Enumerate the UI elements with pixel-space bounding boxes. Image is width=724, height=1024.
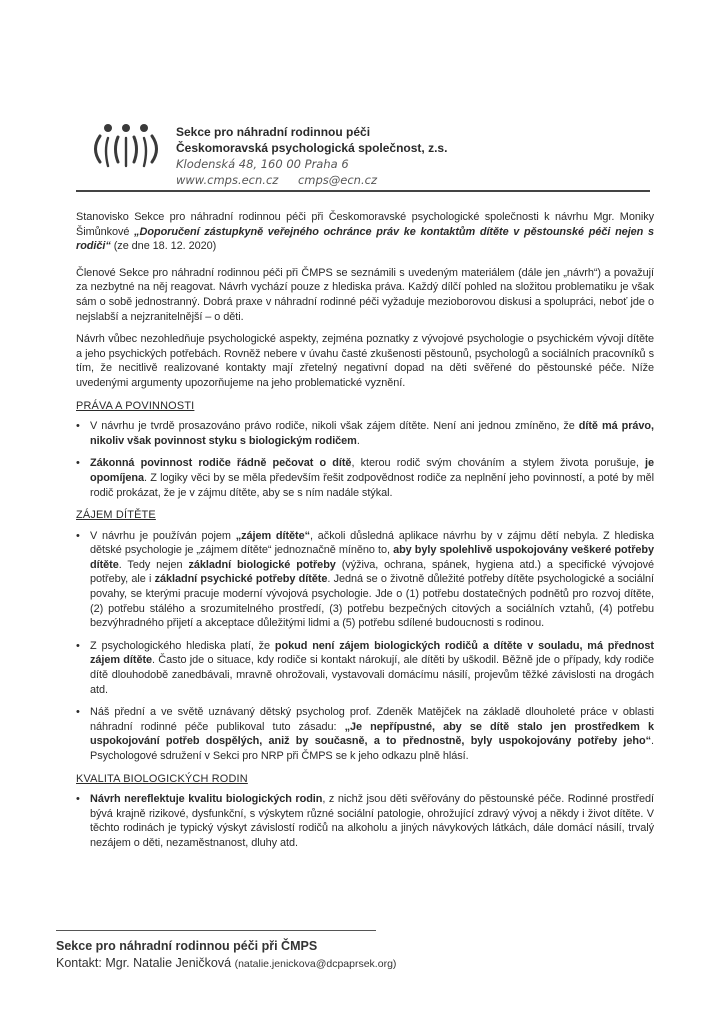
- org-address: Klodenská 48, 160 00 Praha 6: [176, 157, 349, 171]
- text: . Psychologové sdružení v Sekci pro NRP při ČMPS se k jeho odkazu plně hlásí.: [90, 735, 654, 762]
- statement-title: [76, 210, 654, 254]
- footer-divider: [56, 930, 376, 931]
- quote: „Je nepřípustné, aby se dítě stalo jen prostředkem k uspokojování potřeb dospělých, aniž by současně, a to přednostně, byly uspokojovány potřeby jeho“: [90, 720, 654, 748]
- footer-contact: [56, 955, 396, 973]
- text: , kterou rodič svým chováním a stylem života porušuje,: [351, 457, 646, 470]
- bullet-item: [76, 792, 654, 850]
- section-heading-quality: KVALITA BIOLOGICKÝCH RODIN: [76, 772, 248, 785]
- document-body: [76, 210, 654, 859]
- bullet-item: [76, 639, 654, 697]
- text: V návrhu je používán pojem: [90, 529, 236, 542]
- footer: [56, 938, 396, 973]
- paragraph: Návrh vůbec nezohledňuje psychologické aspekty, zejména poznatky z vývojové psychologie o psychickém vývoji dítěte a jeho psychických potřebách. Rovněž nebere v úvahu časté zkušenosti pěstounů, psychologů a sociálních pracovníků s tím, že necitlivě realizované kontakty mají zřetelný negativní dopad na děti svěřené do pěstounské péče. Níže uvedenými argumenty upozorňujeme na jeho problematické vyznění.: [76, 333, 654, 389]
- emphasis: „zájem dítěte“: [235, 529, 311, 542]
- text: . Tedy nejen: [118, 558, 189, 571]
- text: .: [356, 434, 360, 447]
- text: . Často jde o situace, kdy rodiče si kontakt nárokují, ale dítěti by uškodil. Běžně jde o případy, kdy rodiče dítě dlouhodobě zanedbávali, mravně ohrožovali, vystavovali domácímu násilí, projevům těžké závislosti na drogách atd.: [90, 654, 654, 696]
- text: , ačkoli důsledná aplikace návrhu by v zájmu dětí nebyla. Z hlediska dětské psychologie je „zájmem dítěte“ jednoznačně míněno to,: [90, 529, 655, 557]
- title-date: (ze dne 18. 12. 2020): [110, 240, 217, 253]
- contact-name: Kontakt: Mgr. Natalie Jeničková: [56, 956, 232, 970]
- emphasis: Zákonná povinnost rodiče řádně pečovat o dítě: [90, 457, 352, 470]
- org-parent: Českomoravská psychologická společnost, z.s.: [176, 141, 448, 155]
- bullet-item: [76, 529, 654, 631]
- text: . Z logiky věci by se měla především řešit zodpovědnost rodiče za neplnění jeho povinností, a poté by měl rodič prokázat, že je v zájmu dítěte, aby se s ním nadále stýkal.: [90, 471, 654, 499]
- text: Z psychologického hlediska platí, že: [90, 639, 275, 652]
- text: (výživa, ochrana, spánek, hygiena atd.) a specifické vývojové potřeby, ale i: [90, 558, 655, 586]
- three-faces-logo: [88, 122, 164, 172]
- emphasis: dítě má právo, nikoliv však povinnost styku s biologickým rodičem: [90, 420, 654, 447]
- emphasis: Návrh nereflektuje kvalitu biologických rodin: [90, 793, 323, 806]
- emphasis: pokud není zájem biologických rodičů a dítěte v souladu, má přednost zájem dítěte: [90, 639, 654, 667]
- text: V návrhu je tvrdě prosazováno právo rodiče, nikoli však zájem dítěte. Není ani jednou zmíněno, že: [90, 420, 579, 433]
- bullet-item: [76, 705, 654, 763]
- bullet-item: [76, 419, 654, 448]
- letterhead: [176, 124, 447, 188]
- emphasis: aby byly spolehlivě uspokojovány veškeré potřeby dítěte: [90, 544, 654, 571]
- emphasis: základní psychické potřeby dítěte: [154, 573, 328, 586]
- section-heading-interest: ZÁJEM DÍTĚTE: [76, 509, 156, 522]
- text: . Jedná se o životně důležité potřeby dítěte psychologické a sociální povahy, se kterými pracuje moderní vývojová psychologie. Jde o (1) potřebu dostatečných podnětů pro rozvoj dítěte, (2) potřebu stálého a srozumitelného prostředí, (3) potřebu bezpečných citových a sociálních vztahů, (4) potřebu bezvýhradného přijetí a akceptace důležitými lidmi a (5) potřebu sdílené budoucnosti s rodinou.: [90, 573, 654, 630]
- title-text: Stanovisko Sekce pro náhradní rodinnou péči při Českomoravské psychologické společnosti k návrhu Mgr. Moniky Šimůnkové: [76, 211, 654, 238]
- text: , z nichž jsou děti svěřovány do pěstounské péče. Rodinné prostředí bývá krajně rizikové, dysfunkční, s výskytem různé sociální patologie, ohrožující zdravý vývoj a někdy i život dítěte. V těchto rodinách je typický výskyt závislostí rodičů na alkoholu a jiných návykových látkách, dále domácí násilí, trvalý nezájem o děti, nezaměstnanost, dluhy atd.: [90, 793, 654, 849]
- paragraph: Členové Sekce pro náhradní rodinnou péči při ČMPS se seznámili s uvedeným materiálem (dále jen „návrh“) a považují za nezbytné na něj reagovat. Návrh vychází pouze z hlediska práva. Každý dílčí pohled na složitou problematiku je však sám o sobě jednostranný. Dobrá praxe v náhradní rodinné péči vyžaduje mezioborovou diskusi a spolupráci, neboť jde o nejslabší a nejzranitelnější – o děti.: [76, 266, 654, 323]
- org-name: Sekce pro náhradní rodinnou péči: [176, 125, 371, 139]
- section-heading-rights: PRÁVA A POVINNOSTI: [76, 399, 195, 412]
- email-link[interactable]: cmps@ecn.cz: [297, 173, 377, 187]
- bullet-item: [76, 456, 654, 500]
- contact-email[interactable]: (natalie.jenickova@dcpaprsek.org): [234, 958, 397, 970]
- footer-org: Sekce pro náhradní rodinnou péči při ČMPS: [56, 939, 318, 953]
- text: Náš přední a ve světě uznávaný dětský psycholog prof. Zdeněk Matějček na základě dlouholeté práce v oblasti náhradní rodinné péče publikoval tuto zásadu:: [90, 706, 654, 733]
- letterhead-divider: [76, 190, 650, 192]
- title-document-name: „Doporučení zástupkyně veřejného ochránce práv ke kontaktům dítěte v pěstounské péči nejen s rodiči“: [76, 225, 654, 253]
- org-contacts: [176, 172, 447, 188]
- emphasis: základní biologické potřeby: [188, 558, 336, 571]
- website-link[interactable]: www.cmps.ecn.cz: [176, 173, 279, 187]
- emphasis: je opomíjena: [90, 457, 655, 484]
